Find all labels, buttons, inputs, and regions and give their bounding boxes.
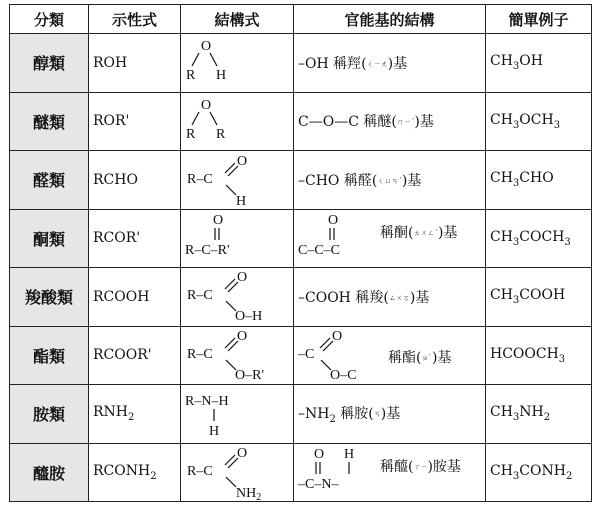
zhuyin-annotation: ㄒㄧ <box>413 462 428 471</box>
amide-structure-diagram <box>181 444 294 502</box>
structure-cell <box>181 443 294 502</box>
bond-line <box>225 279 235 289</box>
example-subscript: 3 <box>553 119 561 131</box>
structure-cell <box>181 209 294 268</box>
functional-group-formula: –CHO <box>298 172 340 189</box>
formula-subscript: 2 <box>128 412 135 424</box>
table-row <box>10 34 592 93</box>
example-text: CONH <box>519 462 566 479</box>
functional-group-suffix: )基 <box>387 55 408 72</box>
atom-label: O–C <box>330 367 357 383</box>
header-row <box>10 5 592 34</box>
functional-group-name: 稱酯( <box>388 349 422 366</box>
category-cell: 醇類 <box>10 34 89 93</box>
functional-group-name: 稱醯( <box>380 458 414 475</box>
formula-text: ROH <box>93 54 128 71</box>
functional-group-cell <box>294 151 486 210</box>
functional-group-suffix: )基 <box>409 289 430 306</box>
example-cell <box>486 443 592 502</box>
atom-label: O <box>237 270 248 285</box>
atom-label: O <box>314 446 325 462</box>
functional-group-cell <box>294 443 486 502</box>
category-cell: 胺類 <box>10 385 89 444</box>
functional-group-name: 稱酮( <box>380 224 414 241</box>
example-subscript: 2 <box>543 412 551 424</box>
carboxylic-acid-structure-diagram <box>181 268 294 326</box>
functional-group-name: 稱羥( <box>333 55 367 72</box>
example-text: CH <box>490 462 513 479</box>
example-cell <box>486 34 592 93</box>
structure-cell <box>181 385 294 444</box>
example-subscript: 2 <box>565 470 573 482</box>
example-text: CH <box>490 404 513 421</box>
amine-structure-diagram <box>181 385 294 443</box>
atom-label: O <box>332 328 343 344</box>
header-structure: 結構式 <box>181 5 294 34</box>
formula-cell <box>89 385 181 444</box>
formula-cell <box>89 326 181 385</box>
formula-text: ROR' <box>93 113 130 130</box>
formula-cell <box>89 443 181 502</box>
atom-label: R–C <box>187 346 213 362</box>
formula-cell <box>89 151 181 210</box>
formula-cell <box>89 268 181 327</box>
structure-cell <box>181 151 294 210</box>
example-cell <box>486 92 592 151</box>
example-subscript: 3 <box>512 470 520 482</box>
category-cell: 酯類 <box>10 326 89 385</box>
functional-group-suffix: )基 <box>380 405 401 422</box>
atom-label: C–C–C <box>298 242 341 258</box>
example-text: CH <box>490 53 513 70</box>
category-cell: 羧酸類 <box>10 268 89 327</box>
functional-group-suffix: )胺基 <box>427 458 461 475</box>
atom-label: H <box>209 424 220 439</box>
example-text: OCH <box>519 111 554 128</box>
ketone-structure-diagram <box>181 210 294 268</box>
table-row <box>10 209 592 268</box>
atom-label: R–C–R' <box>185 242 230 258</box>
bond-line <box>225 338 235 348</box>
example-subscript: 3 <box>512 412 520 424</box>
formula-cell <box>89 92 181 151</box>
functional-groups-table <box>9 4 592 502</box>
atom-label: R <box>186 68 196 83</box>
atom-label: R–N–H <box>185 394 229 409</box>
atom-label: R <box>186 126 196 142</box>
bond-line <box>210 112 217 125</box>
formula-cell <box>89 209 181 268</box>
functional-group-cell <box>294 92 486 151</box>
atom-label: R–C <box>187 463 213 479</box>
example-cell <box>486 151 592 210</box>
table-row <box>10 268 592 327</box>
atom-label: O <box>213 212 224 228</box>
functional-group-formula: –NH <box>298 405 330 422</box>
ether-structure-diagram <box>181 93 294 151</box>
category-cell: 醛類 <box>10 151 89 210</box>
atom-label: H <box>236 194 247 209</box>
table-row <box>10 385 592 444</box>
example-cell <box>486 209 592 268</box>
atom-label: –C <box>298 346 315 362</box>
atom-label: R <box>216 126 226 142</box>
functional-group-cell <box>294 385 486 444</box>
example-text: CH <box>490 170 513 187</box>
atom-label: –C–N– <box>298 476 339 492</box>
category-cell: 酮類 <box>10 209 89 268</box>
zhuyin-annotation: ㄑㄧㄤ <box>366 59 388 68</box>
atom-label <box>236 486 261 502</box>
zhuyin-annotation: ㄓˋ <box>421 353 432 362</box>
alcohol-structure-diagram <box>181 34 294 92</box>
zhuyin-annotation: ㄊㄨㄥˊ <box>413 228 438 237</box>
functional-group-formula: –OH <box>298 55 329 72</box>
atom-label: O–R' <box>235 367 264 383</box>
example-text: CH <box>490 228 513 245</box>
category-cell: 醚類 <box>10 92 89 151</box>
functional-group-subscript: 2 <box>329 413 336 425</box>
ester-structure-diagram <box>181 327 294 385</box>
example-cell <box>486 326 592 385</box>
functional-group-suffix: )基 <box>401 172 422 189</box>
aldehyde-structure-diagram <box>181 151 294 209</box>
zhuyin-annotation: ㄢ <box>373 409 381 418</box>
bond-line <box>226 477 236 487</box>
example-text: CH <box>490 287 513 304</box>
table-row <box>10 443 592 502</box>
bond-line <box>210 53 217 66</box>
table-row <box>10 92 592 151</box>
example-text: NH <box>519 404 544 421</box>
example-subscript: 3 <box>512 295 520 307</box>
table-row <box>10 151 592 210</box>
atom-label: H <box>216 68 227 83</box>
bond-line <box>320 338 330 348</box>
functional-group-name: 稱羧( <box>355 289 389 306</box>
structure-cell <box>181 268 294 327</box>
zhuyin-annotation: ㄑㄩㄢˊ <box>377 176 402 185</box>
bond-line <box>226 185 236 195</box>
atom-label: O <box>237 445 248 461</box>
header-category: 分類 <box>10 5 89 34</box>
formula-text: RCHO <box>93 171 138 188</box>
example-cell <box>486 385 592 444</box>
functional-group-cell <box>294 268 486 327</box>
atom-label: O <box>328 212 339 228</box>
functional-group-suffix: )基 <box>431 349 452 366</box>
example-subscript: 3 <box>564 236 571 248</box>
functional-group-name: 稱胺( <box>340 405 374 422</box>
example-cell <box>486 268 592 327</box>
example-subscript: 3 <box>512 61 520 73</box>
zhuyin-annotation: ㄇㄧˊ <box>396 118 415 127</box>
structure-cell <box>181 326 294 385</box>
formula-text: RCOOH <box>93 288 150 305</box>
example-subscript: 3 <box>512 178 520 190</box>
atom-label: O <box>237 328 248 344</box>
functional-group-cell <box>294 34 486 93</box>
functional-groups-table-container <box>9 4 592 502</box>
atom-subscript: 2 <box>256 491 262 502</box>
formula-subscript: 2 <box>150 470 157 482</box>
header-example: 簡單例子 <box>486 5 592 34</box>
table-row <box>10 326 592 385</box>
atom-label: O <box>201 97 212 113</box>
header-formula: 示性式 <box>89 5 181 34</box>
formula-text: RNH <box>93 404 128 421</box>
formula-text: RCOR' <box>93 230 141 247</box>
example-text: HCOOCH <box>490 345 559 362</box>
functional-group-suffix: )基 <box>414 114 434 131</box>
functional-group-cell <box>294 326 486 385</box>
bond-line <box>225 455 235 465</box>
example-text: CHO <box>519 170 554 187</box>
bond-line <box>192 53 199 66</box>
functional-group-name: 稱醛( <box>343 172 378 189</box>
example-subscript: 3 <box>512 236 520 248</box>
functional-group-cell <box>294 209 486 268</box>
atom-label: O–H <box>235 309 263 324</box>
structure-cell <box>181 92 294 151</box>
example-subscript: 3 <box>558 353 566 365</box>
atom-label: H <box>344 446 355 462</box>
atom-label: O <box>201 39 212 54</box>
atom-label: O <box>237 154 248 169</box>
zhuyin-annotation: ㄙㄨㄛ <box>388 293 410 302</box>
category-cell: 醯胺 <box>10 443 89 502</box>
atom-label: R–C <box>187 288 213 303</box>
bond-line <box>225 163 235 173</box>
atom-label: R–C <box>187 172 213 187</box>
formula-text: RCOOR' <box>93 347 152 364</box>
functional-group-suffix: )基 <box>437 224 458 241</box>
functional-group-formula: C—O—C <box>298 114 359 131</box>
bond-line <box>192 112 199 125</box>
structure-cell <box>181 34 294 93</box>
functional-group-formula: –COOH <box>298 289 351 306</box>
header-functional-group: 官能基的結構 <box>294 5 486 34</box>
formula-text: RCONH <box>93 462 151 479</box>
example-text: CH <box>490 111 513 128</box>
example-subscript: 3 <box>512 119 520 131</box>
example-text: COCH <box>519 228 565 245</box>
example-text: OH <box>519 53 543 70</box>
functional-group-name: 稱醚( <box>363 114 397 131</box>
example-text: COOH <box>519 287 566 304</box>
atom-label: NH <box>236 485 257 501</box>
formula-cell <box>89 34 181 93</box>
